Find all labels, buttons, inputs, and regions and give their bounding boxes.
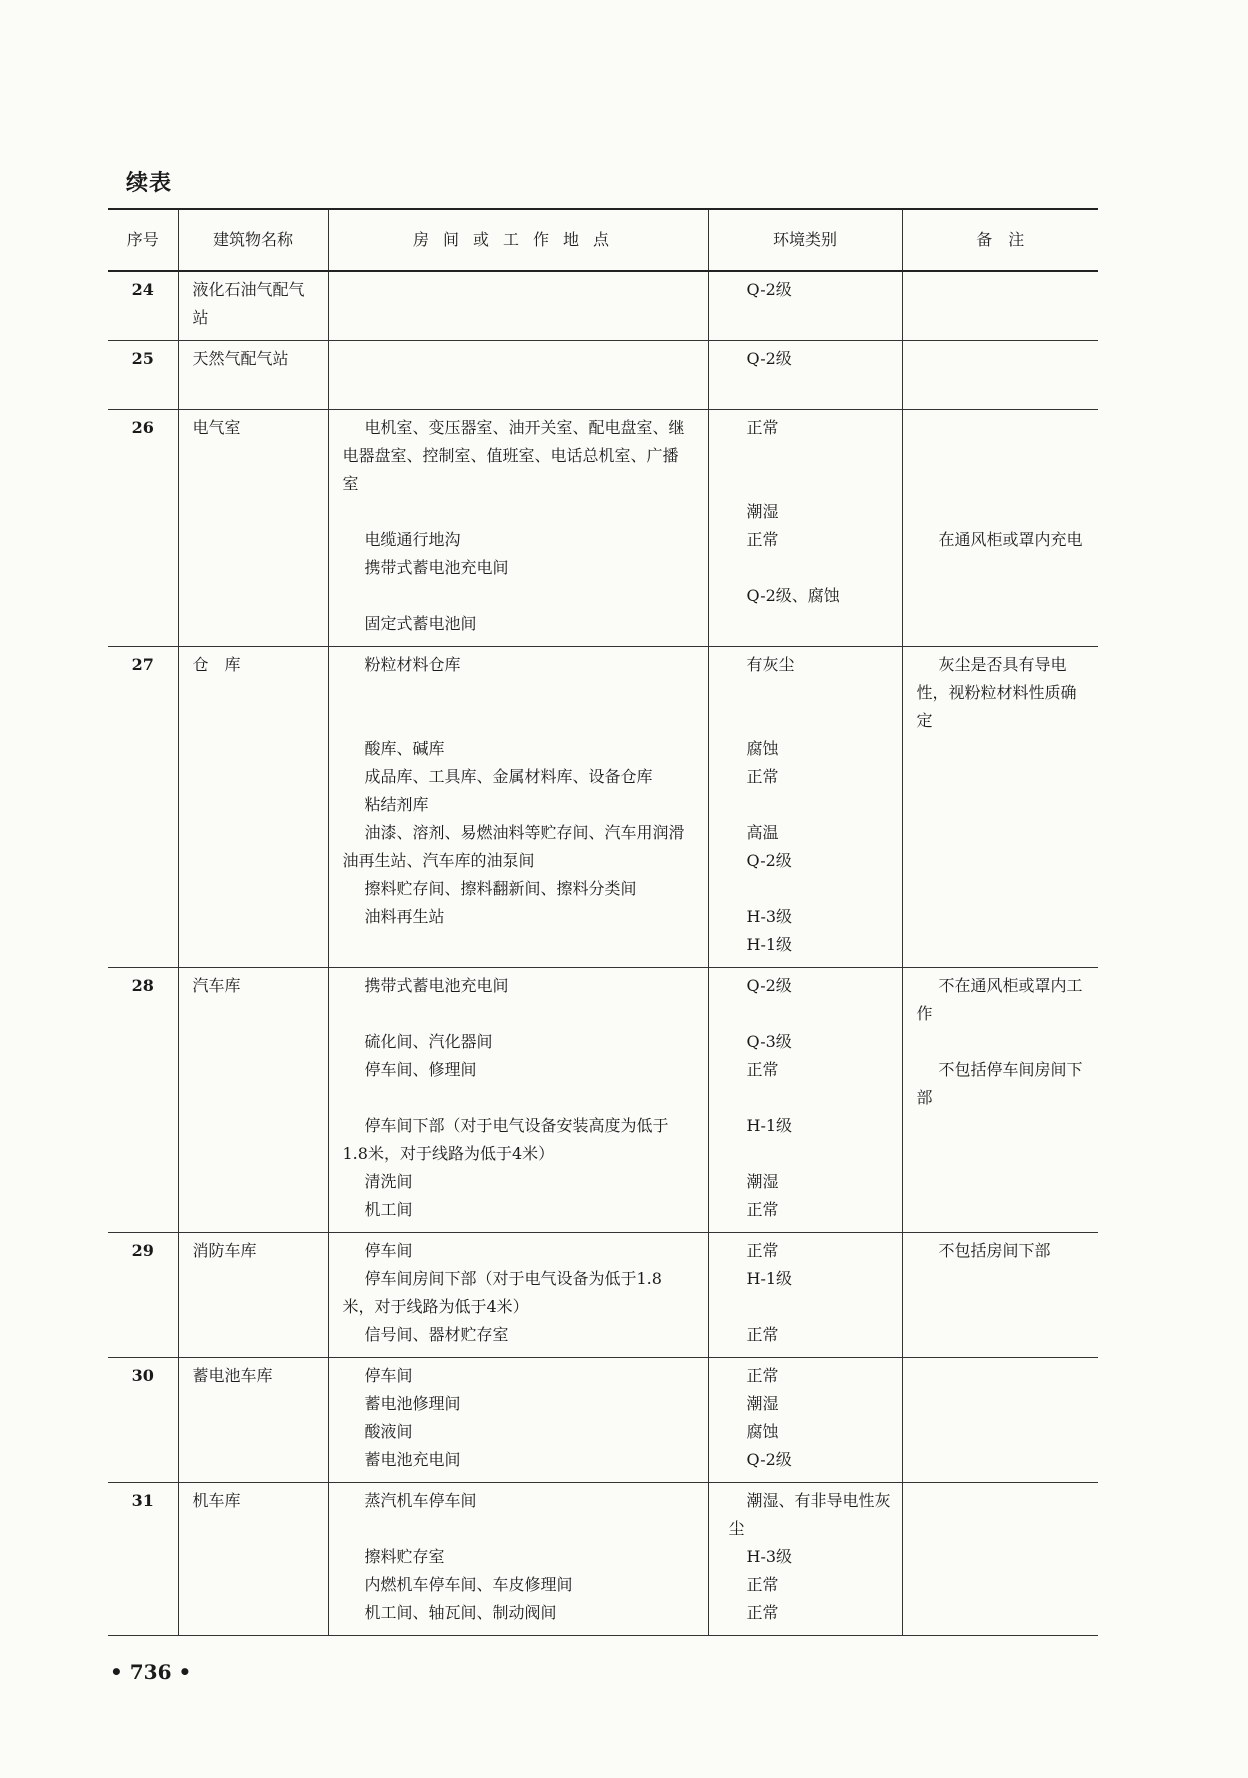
environment-class-line: 正常 — [746, 418, 779, 437]
room-location-line: 成品库、工具库、金属材料库、设备仓库 — [364, 767, 653, 786]
header-name: 建筑物名称 — [178, 209, 328, 271]
room-location-line — [329, 582, 708, 610]
building-name: 消防车库 — [178, 1233, 328, 1358]
room-location-line — [329, 707, 708, 735]
table-row — [108, 341, 1098, 410]
room-location-line: 机工间、轴瓦间、制动阀间 — [364, 1603, 557, 1622]
environment-class-line: 正常 — [746, 1060, 779, 1079]
room-location-line: 停车间、修理间 — [364, 1060, 477, 1079]
room-location-line: 擦料贮存间、擦料翻新间、擦料分类间 — [364, 879, 637, 898]
room-location — [328, 341, 708, 410]
table-row — [108, 271, 1098, 341]
remark-line: 不包括停车间房间下部 — [916, 1060, 1083, 1107]
remark-line: 在通风柜或罩内充电 — [938, 530, 1083, 549]
room-location-line: 固定式蓄电池间 — [364, 614, 477, 633]
room-location-line: 酸库、碱库 — [364, 739, 445, 758]
remark — [902, 271, 1098, 341]
room-location — [328, 1358, 708, 1483]
environment-class-line: Q-2级 — [746, 349, 792, 368]
table-row — [108, 1483, 1098, 1636]
environment-class-line — [709, 707, 902, 735]
row-number: 29 — [108, 1233, 178, 1358]
environment-class-line: 正常 — [746, 1325, 779, 1344]
remark — [902, 1233, 1098, 1358]
room-location-line: 停车间房间下部（对于电气设备为低于1.8米，对于线路为低于4米） — [342, 1269, 662, 1316]
remark-line — [903, 1028, 1099, 1056]
remark — [902, 1358, 1098, 1483]
environment-class-line: Q-2级 — [746, 851, 792, 870]
environment-class-line: 正常 — [746, 1241, 779, 1260]
room-location-line: 内燃机车停车间、车皮修理间 — [364, 1575, 573, 1594]
room-location-line: 停车间下部（对于电气设备安装高度为低于1.8米，对于线路为低于4米） — [342, 1116, 669, 1163]
table-row — [108, 968, 1098, 1233]
building-name: 汽车库 — [178, 968, 328, 1233]
environment-class-line: 潮湿 — [746, 502, 779, 521]
environment-class — [708, 410, 902, 647]
environment-class — [708, 1358, 902, 1483]
remark — [902, 341, 1098, 410]
environment-class — [708, 1233, 902, 1358]
environment-class-line: Q-2级 — [746, 1450, 792, 1469]
environment-classification-table — [108, 208, 1098, 1636]
remark-line — [903, 414, 1099, 442]
remark — [902, 1483, 1098, 1636]
remark-line — [903, 498, 1099, 526]
header-note: 备 注 — [902, 209, 1098, 271]
environment-class — [708, 647, 902, 968]
building-name: 液化石油气配气站 — [178, 271, 328, 341]
room-location — [328, 647, 708, 968]
environment-class-line — [709, 1084, 902, 1112]
table-row — [108, 1233, 1098, 1358]
room-location — [328, 1233, 708, 1358]
building-name: 机车库 — [178, 1483, 328, 1636]
room-location-line — [329, 1515, 708, 1543]
environment-class-line: 高温 — [746, 823, 779, 842]
environment-class-line — [709, 1140, 902, 1168]
room-location-line: 清洗间 — [364, 1172, 413, 1191]
room-location — [328, 1483, 708, 1636]
room-location-line: 携带式蓄电池充电间 — [364, 558, 509, 577]
environment-class-line: H-1级 — [746, 935, 793, 954]
room-location-line — [329, 498, 708, 526]
remark-line — [903, 470, 1099, 498]
building-name: 天然气配气站 — [178, 341, 328, 410]
row-number: 26 — [108, 410, 178, 647]
header-room: 房间或工作地点 — [328, 209, 708, 271]
environment-class-line: Q-2级 — [746, 280, 792, 299]
room-location-line: 蒸汽机车停车间 — [364, 1491, 477, 1510]
table-row — [108, 410, 1098, 647]
room-location-line: 停车间 — [364, 1241, 413, 1260]
environment-class — [708, 968, 902, 1233]
room-location-line: 酸液间 — [364, 1422, 413, 1441]
environment-class-line: 潮湿、有非导电性灰尘 — [728, 1491, 891, 1538]
room-location-line: 粘结剂库 — [364, 795, 429, 814]
remark — [902, 968, 1098, 1233]
header-row — [108, 209, 1098, 271]
table-row — [108, 1358, 1098, 1483]
room-location — [328, 968, 708, 1233]
environment-class — [708, 1483, 902, 1636]
environment-class-line: 潮湿 — [746, 1394, 779, 1413]
room-location-line: 停车间 — [364, 1366, 413, 1385]
room-location — [328, 410, 708, 647]
building-name: 电气室 — [178, 410, 328, 647]
room-location-line — [329, 1000, 708, 1028]
environment-class-line: Q-3级 — [746, 1032, 792, 1051]
page-number: • 736 • — [110, 1660, 192, 1684]
room-location — [328, 271, 708, 341]
remark-line: 不在通风柜或罩内工作 — [916, 976, 1083, 1023]
room-location-line: 蓄电池修理间 — [364, 1394, 461, 1413]
building-name: 蓄电池车库 — [178, 1358, 328, 1483]
environment-class-line: H-1级 — [746, 1269, 793, 1288]
row-number: 31 — [108, 1483, 178, 1636]
remark — [902, 410, 1098, 647]
environment-class-line: 正常 — [746, 767, 779, 786]
row-number: 24 — [108, 271, 178, 341]
environment-class-line — [709, 442, 902, 470]
environment-class-line — [709, 554, 902, 582]
room-location-line — [329, 1084, 708, 1112]
environment-class-line: 潮湿 — [746, 1172, 779, 1191]
row-number: 30 — [108, 1358, 178, 1483]
header-no: 序号 — [108, 209, 178, 271]
environment-class-line: H-1级 — [746, 1116, 793, 1135]
environment-class-line: 正常 — [746, 1366, 779, 1385]
environment-class-line: H-3级 — [746, 1547, 793, 1566]
environment-class-line: 腐蚀 — [746, 1422, 779, 1441]
room-location-line: 电机室、变压器室、油开关室、配电盘室、继电器盘室、控制室、值班室、电话总机室、广播室 — [342, 418, 685, 493]
environment-class — [708, 271, 902, 341]
room-location-line: 硫化间、汽化器间 — [364, 1032, 493, 1051]
room-location-line: 携带式蓄电池充电间 — [364, 976, 509, 995]
environment-class-line: 正常 — [746, 1200, 779, 1219]
environment-class-line — [709, 1293, 902, 1321]
row-number: 28 — [108, 968, 178, 1233]
environment-class — [708, 341, 902, 410]
row-number: 27 — [108, 647, 178, 968]
environment-class-line: Q-2级 — [746, 976, 792, 995]
room-location-line: 机工间 — [364, 1200, 413, 1219]
remark-line: 不包括房间下部 — [938, 1241, 1051, 1260]
environment-class-line: Q-2级、腐蚀 — [746, 586, 840, 605]
environment-class-line: 有灰尘 — [746, 655, 795, 674]
building-name: 仓 库 — [178, 647, 328, 968]
remark-line: 灰尘是否具有导电性，视粉粒材料性质确定 — [916, 655, 1077, 730]
room-location-line — [329, 679, 708, 707]
table-row — [108, 647, 1098, 968]
room-location-line: 粉粒材料仓库 — [364, 655, 461, 674]
environment-class-line — [709, 875, 902, 903]
environment-class-line: 正常 — [746, 1575, 779, 1594]
remark-line — [903, 442, 1099, 470]
remark — [902, 647, 1098, 968]
room-location-line: 信号间、器材贮存室 — [364, 1325, 509, 1344]
header-env: 环境类别 — [708, 209, 902, 271]
environment-class-line: 正常 — [746, 530, 779, 549]
room-location-line: 油漆、溶剂、易燃油料等贮存间、汽车用润滑油再生站、汽车库的油泵间 — [342, 823, 685, 870]
table-caption: 续表 — [126, 170, 173, 196]
environment-class-line — [709, 679, 902, 707]
environment-class-line — [709, 791, 902, 819]
environment-class-line: 正常 — [746, 1603, 779, 1622]
room-location-line: 油料再生站 — [364, 907, 445, 926]
environment-class-line — [709, 1000, 902, 1028]
room-location-line: 电缆通行地沟 — [364, 530, 461, 549]
environment-class-line — [709, 470, 902, 498]
row-number: 25 — [108, 341, 178, 410]
environment-class-line: H-3级 — [746, 907, 793, 926]
room-location-line: 擦料贮存室 — [364, 1547, 445, 1566]
table-body — [108, 271, 1098, 1636]
environment-class-line: 腐蚀 — [746, 739, 779, 758]
room-location-line: 蓄电池充电间 — [364, 1450, 461, 1469]
